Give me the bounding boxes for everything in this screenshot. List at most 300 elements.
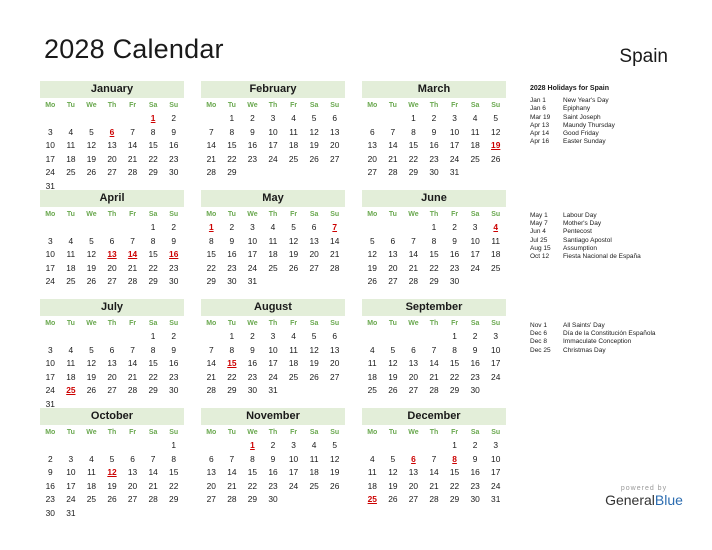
month-june bbox=[362, 190, 506, 289]
day-cell: 8 bbox=[171, 453, 177, 464]
empty-cell bbox=[102, 221, 123, 235]
day-cell: 22 bbox=[429, 262, 439, 273]
weekday-label: Th bbox=[429, 429, 439, 436]
day-cell: 9 bbox=[229, 235, 235, 246]
holiday-date: Dec 6 bbox=[530, 330, 547, 338]
weekday-label: Mo bbox=[367, 102, 378, 109]
day-cell: 21 bbox=[429, 480, 439, 491]
day-cell: 20 bbox=[107, 262, 117, 273]
day-cell: 12 bbox=[491, 126, 501, 137]
holiday-row bbox=[530, 220, 700, 228]
day-cell: 26 bbox=[309, 153, 319, 164]
day-cell: 10 bbox=[45, 358, 55, 368]
day-cell: 22 bbox=[408, 153, 419, 164]
day-cell: 27 bbox=[107, 167, 117, 177]
day-cell: 6 bbox=[390, 235, 396, 246]
weekday-label: Sa bbox=[148, 429, 158, 436]
weekday-label: We bbox=[86, 429, 97, 436]
day-cell: 29 bbox=[148, 385, 158, 395]
weekday-label: Su bbox=[330, 102, 340, 109]
day-cell: 9 bbox=[47, 467, 53, 477]
day-cell: 25 bbox=[470, 153, 480, 164]
holiday-day: 7 bbox=[332, 222, 338, 232]
weekday-label: Tu bbox=[388, 102, 397, 109]
day-cell: 25 bbox=[268, 262, 278, 273]
weekday-label: Fr bbox=[451, 429, 459, 436]
day-cell: 16 bbox=[169, 358, 179, 368]
day-cell: 11 bbox=[66, 358, 76, 368]
weekday-label: Fr bbox=[451, 102, 459, 109]
day-cell: 15 bbox=[408, 140, 419, 150]
holiday-day: 8 bbox=[452, 453, 457, 464]
day-cell: 25 bbox=[309, 480, 319, 491]
empty-cell bbox=[122, 330, 143, 344]
day-cell: 29 bbox=[449, 385, 460, 395]
day-cell: 28 bbox=[227, 494, 237, 504]
day-cell: 20 bbox=[330, 358, 340, 368]
day-cell: 2 bbox=[171, 113, 177, 123]
day-cell: 27 bbox=[107, 385, 117, 395]
day-cell: 23 bbox=[449, 262, 460, 273]
holiday-day: 1 bbox=[208, 222, 214, 232]
day-cell: 30 bbox=[470, 494, 480, 504]
day-cell: 21 bbox=[429, 371, 439, 382]
day-cell: 31 bbox=[268, 385, 278, 395]
day-cell: 2 bbox=[171, 331, 177, 341]
day-cell: 7 bbox=[130, 344, 135, 355]
day-cell: 5 bbox=[291, 222, 296, 232]
day-cell: 10 bbox=[491, 344, 501, 355]
weekday-label: Sa bbox=[309, 320, 319, 327]
holiday-date: Aug 15 bbox=[530, 244, 551, 252]
day-cell: 15 bbox=[148, 358, 158, 368]
day-cell: 7 bbox=[208, 344, 214, 355]
day-cell: 3 bbox=[47, 235, 53, 246]
empty-cell bbox=[81, 112, 102, 126]
day-cell: 16 bbox=[247, 140, 258, 150]
day-cell: 22 bbox=[148, 153, 158, 164]
day-cell: 7 bbox=[431, 453, 437, 464]
day-cell: 2 bbox=[229, 222, 235, 232]
day-cell: 2 bbox=[472, 331, 478, 341]
day-cell: 25 bbox=[288, 371, 299, 382]
day-cell: 9 bbox=[270, 453, 276, 464]
day-cell: 15 bbox=[449, 467, 460, 477]
day-cell: 11 bbox=[491, 235, 501, 246]
day-cell: 23 bbox=[247, 371, 258, 382]
weekday-label: Su bbox=[169, 320, 179, 327]
day-cell: 30 bbox=[169, 276, 179, 286]
day-cell: 16 bbox=[449, 249, 460, 259]
holiday-group bbox=[530, 212, 700, 261]
day-cell: 22 bbox=[206, 262, 216, 273]
holiday-name: Easter Sunday bbox=[563, 138, 606, 146]
month-header: August bbox=[201, 299, 345, 316]
day-cell: 5 bbox=[369, 235, 375, 246]
weekday-label: Mo bbox=[45, 211, 56, 218]
holiday-name: New Year's Day bbox=[563, 97, 609, 105]
day-cell: 8 bbox=[229, 126, 235, 137]
month-header: July bbox=[40, 299, 184, 316]
holiday-day: 6 bbox=[411, 453, 416, 464]
day-cell: 7 bbox=[208, 126, 214, 137]
month-july bbox=[40, 299, 184, 411]
day-cell: 13 bbox=[330, 344, 340, 355]
day-cell: 25 bbox=[66, 167, 76, 177]
day-cell: 20 bbox=[107, 371, 117, 382]
day-cell: 6 bbox=[109, 235, 115, 246]
holiday-day: 25 bbox=[367, 494, 377, 504]
empty-cell bbox=[201, 112, 222, 126]
weekday-label: Th bbox=[107, 102, 117, 109]
empty-cell bbox=[403, 439, 424, 453]
weekday-label: Th bbox=[268, 211, 278, 218]
day-cell: 20 bbox=[408, 371, 419, 382]
weekday-label: Th bbox=[107, 211, 117, 218]
day-cell: 14 bbox=[206, 140, 216, 150]
weekday-label: Mo bbox=[206, 320, 217, 327]
day-cell: 6 bbox=[208, 453, 214, 464]
weekday-label: Tu bbox=[227, 429, 236, 436]
day-cell: 2 bbox=[431, 113, 437, 123]
day-cell: 6 bbox=[369, 126, 375, 137]
day-cell: 28 bbox=[148, 494, 158, 504]
day-cell: 13 bbox=[206, 467, 216, 477]
day-cell: 8 bbox=[411, 126, 416, 137]
day-cell: 23 bbox=[247, 153, 258, 164]
weekday-label: Tu bbox=[66, 102, 75, 109]
weekday-label: Mo bbox=[45, 429, 56, 436]
day-cell: 2 bbox=[472, 440, 478, 450]
day-cell: 10 bbox=[66, 467, 76, 477]
day-cell: 26 bbox=[388, 494, 398, 504]
day-cell: 19 bbox=[86, 371, 97, 382]
day-cell: 15 bbox=[148, 249, 158, 259]
day-cell: 24 bbox=[268, 153, 278, 164]
weekday-label: Th bbox=[429, 320, 439, 327]
holiday-day: 25 bbox=[66, 385, 76, 395]
day-cell: 27 bbox=[206, 494, 216, 504]
weekday-label: Fr bbox=[451, 211, 459, 218]
day-cell: 24 bbox=[45, 385, 55, 395]
month-header: December bbox=[362, 408, 506, 425]
day-cell: 20 bbox=[388, 262, 398, 273]
day-cell: 11 bbox=[367, 467, 377, 477]
day-cell: 17 bbox=[268, 358, 278, 368]
day-cell: 27 bbox=[367, 167, 377, 177]
day-cell: 17 bbox=[470, 249, 480, 259]
day-cell: 27 bbox=[309, 262, 319, 273]
day-cell: 28 bbox=[388, 167, 398, 177]
day-cell: 12 bbox=[309, 344, 319, 355]
weekday-label: Sa bbox=[470, 211, 480, 218]
weekday-label: Sa bbox=[148, 211, 158, 218]
day-cell: 23 bbox=[169, 153, 179, 164]
weekday-label: Th bbox=[107, 429, 117, 436]
weekday-label: Tu bbox=[227, 211, 236, 218]
weekday-label: Su bbox=[169, 102, 179, 109]
day-cell: 21 bbox=[408, 262, 419, 273]
weekday-label: Tu bbox=[66, 429, 75, 436]
empty-cell bbox=[61, 439, 82, 453]
day-cell: 23 bbox=[169, 262, 179, 273]
day-cell: 1 bbox=[452, 440, 457, 450]
day-cell: 7 bbox=[150, 453, 156, 464]
day-cell: 21 bbox=[206, 153, 216, 164]
day-cell: 3 bbox=[68, 453, 74, 464]
weekday-label: Tu bbox=[388, 429, 397, 436]
holiday-date: Apr 16 bbox=[530, 138, 550, 146]
month-august bbox=[201, 299, 345, 398]
weekday-label: Tu bbox=[388, 211, 397, 218]
day-cell: 3 bbox=[47, 126, 53, 137]
day-cell: 8 bbox=[150, 235, 156, 246]
day-cell: 5 bbox=[390, 344, 396, 355]
day-cell: 14 bbox=[148, 467, 158, 477]
weekday-label: Fr bbox=[290, 211, 298, 218]
day-cell: 18 bbox=[470, 140, 480, 150]
day-cell: 3 bbox=[270, 113, 276, 123]
empty-cell bbox=[403, 221, 424, 235]
day-cell: 16 bbox=[470, 467, 480, 477]
day-cell: 9 bbox=[472, 453, 478, 464]
day-cell: 29 bbox=[148, 167, 158, 177]
empty-cell bbox=[61, 112, 82, 126]
empty-cell bbox=[383, 112, 404, 126]
weekday-label: Th bbox=[268, 102, 278, 109]
day-cell: 1 bbox=[229, 113, 235, 123]
weekday-label: We bbox=[247, 211, 258, 218]
day-cell: 7 bbox=[229, 453, 235, 464]
day-cell: 22 bbox=[227, 153, 237, 164]
day-cell: 19 bbox=[367, 262, 377, 273]
weekday-label: We bbox=[247, 320, 258, 327]
day-cell: 15 bbox=[227, 140, 237, 150]
weekday-label: Sa bbox=[309, 102, 319, 109]
holiday-row bbox=[530, 105, 700, 113]
day-cell: 30 bbox=[45, 507, 55, 518]
day-cell: 23 bbox=[45, 494, 55, 504]
day-cell: 11 bbox=[289, 344, 298, 355]
day-cell: 31 bbox=[491, 494, 501, 504]
month-header: October bbox=[40, 408, 184, 425]
day-cell: 27 bbox=[127, 494, 138, 504]
day-cell: 17 bbox=[491, 467, 501, 477]
day-cell: 24 bbox=[247, 262, 258, 273]
day-cell: 30 bbox=[169, 385, 179, 395]
day-cell: 14 bbox=[429, 358, 439, 368]
month-header: January bbox=[40, 81, 184, 98]
day-cell: 25 bbox=[491, 262, 501, 273]
day-cell: 11 bbox=[87, 467, 96, 477]
day-cell: 28 bbox=[127, 385, 138, 395]
day-cell: 17 bbox=[449, 140, 460, 150]
holiday-day: 1 bbox=[250, 440, 255, 450]
day-cell: 26 bbox=[330, 480, 340, 491]
month-header: November bbox=[201, 408, 345, 425]
day-cell: 24 bbox=[449, 153, 460, 164]
day-cell: 17 bbox=[45, 153, 55, 164]
empty-cell bbox=[61, 221, 82, 235]
holiday-name: Fiesta Nacional de España bbox=[563, 253, 641, 261]
day-cell: 7 bbox=[390, 126, 396, 137]
weekday-label: Su bbox=[491, 429, 501, 436]
day-cell: 21 bbox=[206, 371, 216, 382]
day-cell: 18 bbox=[288, 140, 299, 150]
day-cell: 26 bbox=[86, 276, 97, 286]
day-cell: 9 bbox=[431, 126, 437, 137]
day-cell: 23 bbox=[227, 262, 237, 273]
day-cell: 16 bbox=[429, 140, 439, 150]
empty-cell bbox=[383, 221, 404, 235]
day-cell: 13 bbox=[127, 467, 138, 477]
day-cell: 15 bbox=[169, 467, 179, 477]
brand-logo bbox=[588, 485, 700, 508]
day-cell: 15 bbox=[247, 467, 258, 477]
empty-cell bbox=[122, 112, 143, 126]
empty-cell bbox=[61, 330, 82, 344]
day-cell: 16 bbox=[470, 358, 480, 368]
month-december bbox=[362, 408, 506, 507]
empty-cell bbox=[40, 439, 61, 453]
day-cell: 4 bbox=[472, 113, 478, 123]
weekday-label: Mo bbox=[206, 102, 217, 109]
empty-cell bbox=[424, 439, 445, 453]
holiday-date: Jun 4 bbox=[530, 228, 546, 236]
day-cell: 29 bbox=[148, 276, 158, 286]
day-cell: 27 bbox=[408, 494, 419, 504]
day-cell: 8 bbox=[229, 344, 235, 355]
day-cell: 24 bbox=[288, 480, 299, 491]
day-cell: 3 bbox=[270, 331, 276, 341]
day-cell: 28 bbox=[408, 276, 419, 286]
day-cell: 26 bbox=[367, 276, 377, 286]
day-cell: 7 bbox=[130, 235, 135, 246]
month-october bbox=[40, 408, 184, 520]
holiday-row bbox=[530, 212, 700, 220]
day-cell: 31 bbox=[66, 507, 76, 518]
empty-cell bbox=[81, 221, 102, 235]
day-cell: 24 bbox=[45, 276, 55, 286]
day-cell: 11 bbox=[289, 126, 298, 137]
weekday-label: We bbox=[408, 211, 419, 218]
day-cell: 11 bbox=[367, 358, 377, 368]
day-cell: 22 bbox=[148, 371, 158, 382]
day-cell: 22 bbox=[227, 371, 237, 382]
day-cell: 13 bbox=[309, 235, 319, 246]
holiday-row bbox=[530, 237, 700, 245]
day-cell: 9 bbox=[171, 344, 177, 355]
weekday-label: Mo bbox=[206, 211, 217, 218]
day-cell: 6 bbox=[411, 344, 416, 355]
month-september bbox=[362, 299, 506, 398]
day-cell: 14 bbox=[127, 140, 138, 150]
day-cell: 3 bbox=[47, 344, 53, 355]
day-cell: 19 bbox=[86, 153, 97, 164]
holiday-day: 13 bbox=[107, 249, 117, 259]
day-cell: 26 bbox=[107, 494, 117, 504]
weekday-label: Su bbox=[169, 429, 179, 436]
day-cell: 24 bbox=[45, 167, 55, 177]
weekday-label: Fr bbox=[290, 102, 298, 109]
day-cell: 31 bbox=[45, 180, 55, 191]
day-cell: 29 bbox=[227, 167, 237, 177]
day-cell: 24 bbox=[491, 480, 501, 491]
day-cell: 13 bbox=[388, 249, 398, 259]
weekday-label: Fr bbox=[129, 211, 137, 218]
day-cell: 13 bbox=[408, 467, 419, 477]
weekday-label: Fr bbox=[290, 429, 298, 436]
day-cell: 6 bbox=[130, 453, 135, 464]
day-cell: 20 bbox=[206, 480, 216, 491]
day-cell: 16 bbox=[247, 358, 258, 368]
day-cell: 5 bbox=[89, 235, 94, 246]
day-cell: 4 bbox=[291, 331, 296, 341]
month-march bbox=[362, 81, 506, 180]
day-cell: 7 bbox=[130, 126, 135, 137]
empty-cell bbox=[362, 112, 383, 126]
day-cell: 29 bbox=[169, 494, 179, 504]
holiday-row bbox=[530, 97, 700, 105]
holiday-row bbox=[530, 138, 700, 146]
day-cell: 26 bbox=[86, 385, 97, 395]
holiday-day: 1 bbox=[150, 113, 156, 123]
day-cell: 8 bbox=[208, 235, 214, 246]
month-header: May bbox=[201, 190, 345, 207]
day-cell: 1 bbox=[229, 331, 235, 341]
weekday-label: Su bbox=[330, 211, 340, 218]
day-cell: 12 bbox=[309, 126, 319, 137]
holiday-day: 16 bbox=[169, 249, 179, 259]
empty-cell bbox=[40, 330, 61, 344]
empty-cell bbox=[102, 330, 123, 344]
day-cell: 21 bbox=[227, 480, 237, 491]
holiday-row bbox=[530, 347, 700, 355]
weekday-label: Su bbox=[491, 102, 501, 109]
weekday-label: We bbox=[247, 429, 258, 436]
weekday-label: Fr bbox=[129, 320, 137, 327]
holiday-name: Good Friday bbox=[563, 130, 599, 138]
day-cell: 5 bbox=[89, 126, 94, 137]
weekday-label: Tu bbox=[388, 320, 397, 327]
day-cell: 18 bbox=[66, 262, 76, 273]
holiday-name: Assumption bbox=[563, 244, 597, 252]
empty-cell bbox=[403, 330, 424, 344]
day-cell: 30 bbox=[470, 385, 480, 395]
day-cell: 19 bbox=[309, 358, 319, 368]
day-cell: 20 bbox=[408, 480, 419, 491]
weekday-label: We bbox=[408, 102, 419, 109]
day-cell: 15 bbox=[449, 358, 460, 368]
holiday-row bbox=[530, 228, 700, 236]
weekday-label: Th bbox=[268, 320, 278, 327]
day-cell: 23 bbox=[470, 480, 480, 491]
empty-cell bbox=[81, 330, 102, 344]
month-header: September bbox=[362, 299, 506, 316]
day-cell: 9 bbox=[171, 126, 177, 137]
day-cell: 29 bbox=[247, 494, 258, 504]
day-cell: 18 bbox=[288, 358, 299, 368]
day-cell: 26 bbox=[491, 153, 501, 164]
day-cell: 13 bbox=[107, 140, 117, 150]
holiday-row bbox=[530, 253, 700, 261]
day-cell: 18 bbox=[66, 371, 76, 382]
holiday-name: Maundy Thursday bbox=[563, 121, 615, 129]
day-cell: 14 bbox=[388, 140, 398, 150]
day-cell: 11 bbox=[66, 249, 76, 259]
holiday-group bbox=[530, 322, 700, 355]
day-cell: 28 bbox=[206, 385, 216, 395]
